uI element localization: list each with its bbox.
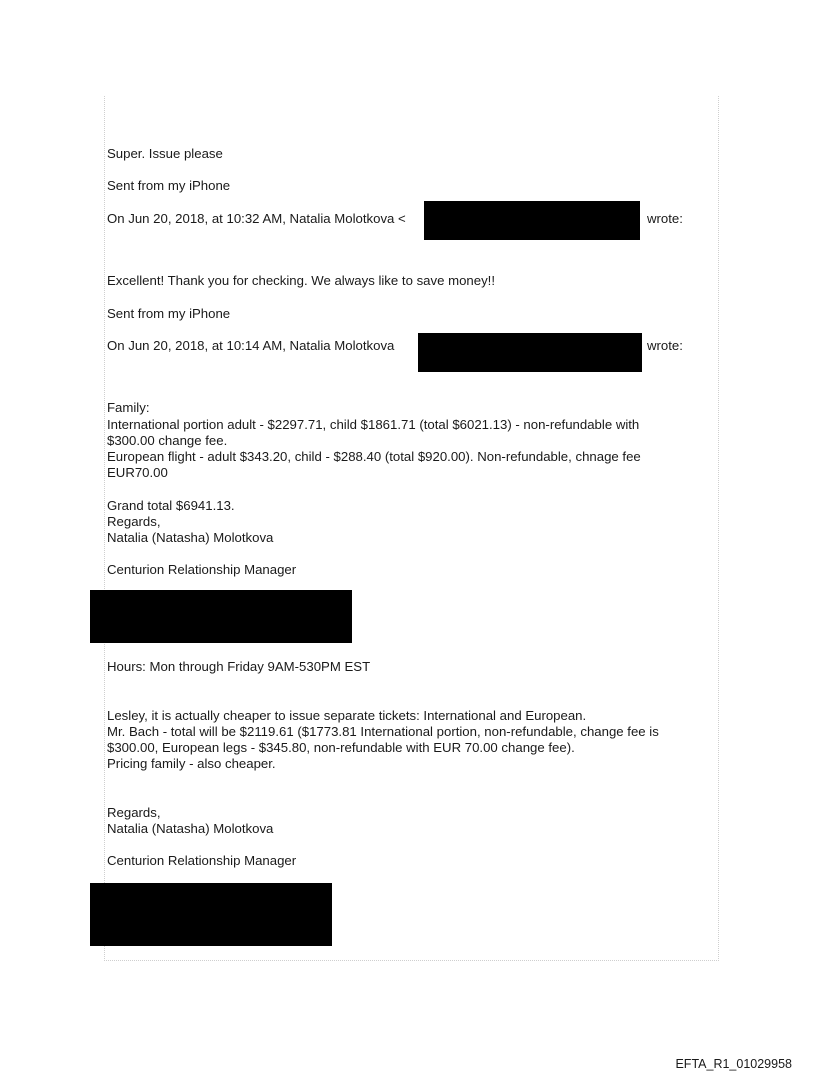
family-sender-title: Centurion Relationship Manager bbox=[107, 562, 297, 577]
redaction-contact-block-2 bbox=[90, 883, 332, 946]
original-line: Lesley, it is actually cheaper to issue separate tickets: International and European. bbox=[107, 708, 587, 723]
redaction-email-address-1 bbox=[424, 201, 640, 240]
original-line: $300.00, European legs - $345.80, non-refundable with EUR 70.00 change fee). bbox=[107, 740, 575, 755]
reply1-quote-wrote: wrote: bbox=[647, 211, 683, 226]
reply1-signature: Sent from my iPhone bbox=[107, 178, 231, 193]
reply2-body: Excellent! Thank you for checking. We always like to save money!! bbox=[107, 273, 495, 288]
redaction-email-address-2 bbox=[418, 333, 642, 372]
grand-total: Grand total $6941.13. bbox=[107, 498, 235, 513]
family-line: European flight - adult $343.20, child - $288.40 (total $920.00). Non-refundable, chnage fee bbox=[107, 449, 641, 464]
original-line: Mr. Bach - total will be $2119.61 ($1773.81 International portion, non-refundable, change fee is bbox=[107, 724, 659, 739]
original-sender-title: Centurion Relationship Manager bbox=[107, 853, 297, 868]
business-hours: Hours: Mon through Friday 9AM-530PM EST bbox=[107, 659, 371, 674]
document-id-footer: EFTA_R1_01029958 bbox=[675, 1057, 792, 1071]
redaction-contact-block-1 bbox=[90, 590, 352, 643]
original-sender-name: Natalia (Natasha) Molotkova bbox=[107, 821, 274, 836]
reply2-signature: Sent from my iPhone bbox=[107, 306, 231, 321]
reply1-body: Super. Issue please bbox=[107, 146, 223, 161]
reply2-quote-header: On Jun 20, 2018, at 10:14 AM, Natalia Molotkova bbox=[107, 338, 395, 353]
reply2-quote-wrote: wrote: bbox=[647, 338, 683, 353]
family-regards: Regards, bbox=[107, 514, 161, 529]
family-line: International portion adult - $2297.71, child $1861.71 (total $6021.13) - non-refundable with bbox=[107, 417, 640, 432]
family-line: EUR70.00 bbox=[107, 465, 168, 480]
family-line: $300.00 change fee. bbox=[107, 433, 228, 448]
original-regards: Regards, bbox=[107, 805, 161, 820]
family-sender-name: Natalia (Natasha) Molotkova bbox=[107, 530, 274, 545]
original-line: Pricing family - also cheaper. bbox=[107, 756, 276, 771]
reply1-quote-header: On Jun 20, 2018, at 10:32 AM, Natalia Molotkova < bbox=[107, 211, 406, 226]
family-heading: Family: bbox=[107, 400, 150, 415]
